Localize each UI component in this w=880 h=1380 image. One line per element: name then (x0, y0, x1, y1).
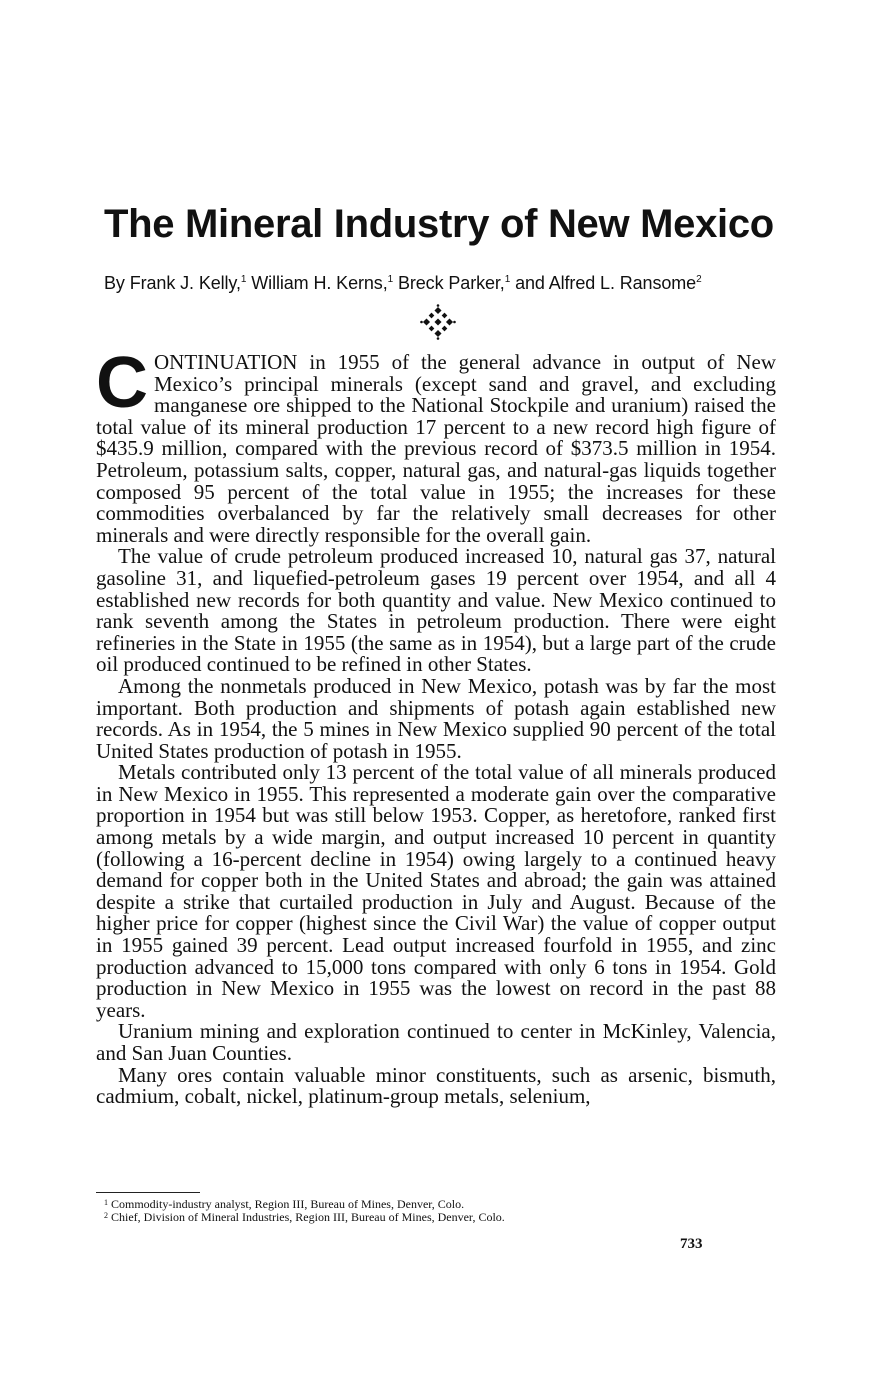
footnote-divider (96, 1192, 200, 1193)
paragraph (96, 343, 776, 547)
footnote-text: Chief, Division of Mineral Industries, Region III, Bureau of Mines, Denver, Colo. (111, 1210, 505, 1224)
footnote-ref: 1 (387, 274, 394, 285)
paragraph: The value of crude petroleum produced increased 10, natural gas 37, natural gasoline 31, and liquefied-petroleum gases 19 percent over 1954, and all 4 established new records for both quantity and value. New Mexico continued to rank seventh among the States in petroleum production. There were eight refineries in the State in 1955 (the same as in 1954), but a large part of the crude oil produced continued to be refined in other States. (96, 544, 776, 677)
author-name: By Frank J. Kelly, (104, 273, 241, 293)
article-body (96, 343, 776, 1109)
footnote (104, 1211, 764, 1224)
paragraph: Among the nonmetals produced in New Mexico, potash was by far the most important. Both production and shipments of potash again established new records. As in 1954, the 5 mines in New Mexico supplied 90 percent of the total United States production of potash in 1955. (96, 673, 776, 763)
drop-cap: C (96, 343, 148, 423)
fleuron-ornament-icon (420, 304, 456, 340)
author-name: Breck Parker, (393, 273, 505, 293)
paragraph-text: ONTINUATION in 1955 of the general advance in output of New Mexico’s principal minerals (except sand and gravel, and excluding manganese ore shipped to the National Stockpile and uranium) raised the total value of its mineral production 17 percent to a new record high figure of $435.9 million, compared with the previous record of $373.5 million in 1954. Petroleum, potassium salts, copper, natural gas, and natural-gas liquids together composed 95 percent of the total value in 1955; the increases for these commodities overbalanced by far the relatively small decreases for other minerals and were directly responsible for the overall gain. (96, 350, 776, 547)
page-number: 733 (680, 1236, 703, 1252)
author-byline (104, 270, 794, 296)
footnote-ref: 1 (240, 274, 247, 285)
author-name: and Alfred L. Ransome (510, 273, 697, 293)
footnote-mark: 1 (104, 1198, 108, 1207)
footnote-ref: 2 (696, 274, 702, 285)
footnote-text: Commodity-industry analyst, Region III, Bureau of Mines, Denver, Colo. (111, 1197, 465, 1211)
article-title: The Mineral Industry of New Mexico (104, 202, 774, 246)
paragraph: Uranium mining and exploration continued to center in McKinley, Valencia, and San Juan Counties. (96, 1019, 776, 1065)
footnote-mark: 2 (104, 1211, 108, 1220)
footnotes (104, 1198, 764, 1224)
footnote-ref: 1 (504, 274, 511, 285)
paragraph: Many ores contain valuable minor constituents, such as arsenic, bismuth, cadmium, cobalt, nickel, platinum-group metals, selenium, (96, 1062, 776, 1109)
paragraph: Metals contributed only 13 percent of the total value of all minerals produced in New Mexico in 1955. This represented a moderate gain over the comparative proportion in 1954 but was still below 1953. Copper, as heretofore, ranked first among metals by a wide margin, and output increased 10 percent in quantity (following a 16-percent decline in 1954) owing largely to a continued heavy demand for copper both in the United States and abroad; the gain was attained despite a strike that curtailed production in July and August. Because of the higher price for copper (highest since the Civil War) the value of copper output in 1955 gained 39 percent. Lead output increased fourfold in 1955, and zinc production advanced to 15,000 tons compared with only 6 tons in 1954. Gold production in New Mexico in 1955 was the lowest on record in the past 88 years. (96, 760, 776, 1022)
author-name: William H. Kerns, (246, 273, 388, 293)
